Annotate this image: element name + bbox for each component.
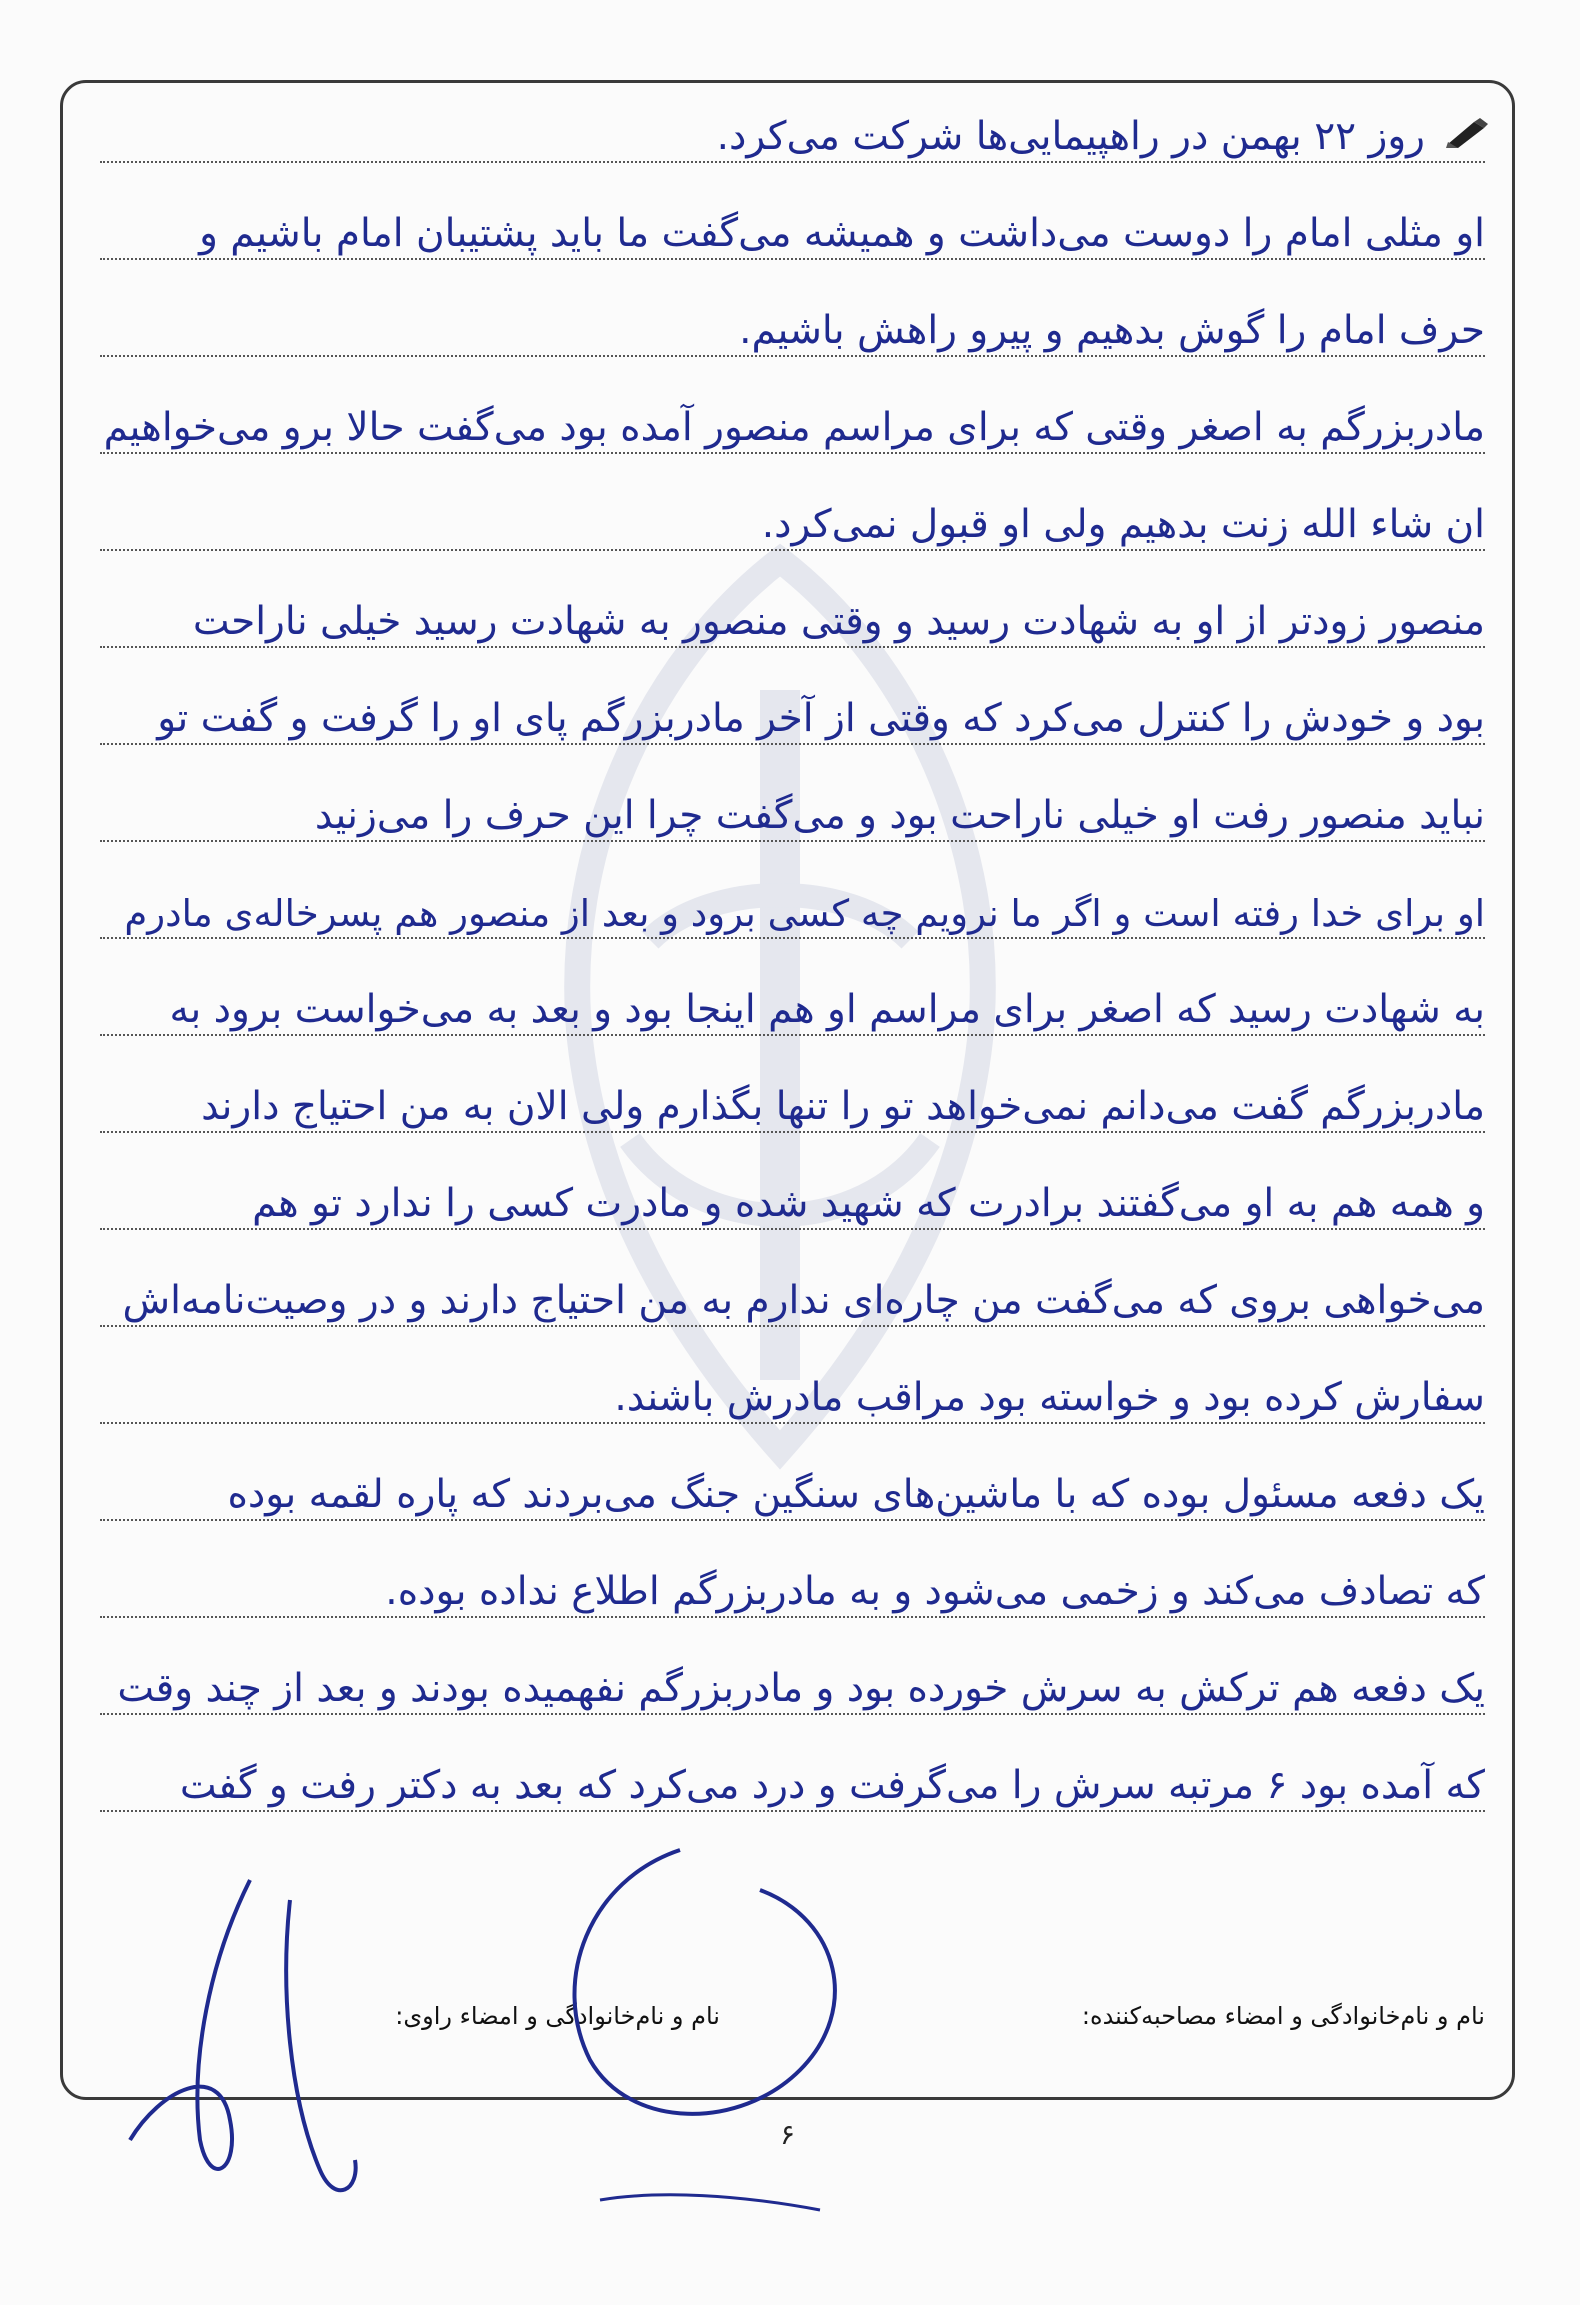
- text-line: [100, 861, 1485, 957]
- handwritten-text: مادربزرگم به اصغر وقتی که برای مراسم منصور آمده بود می‌گفت حالا برو می‌خواهیم: [103, 405, 1485, 450]
- handwritten-text: نباید منصور رفت او خیلی ناراحت بود و می‌گفت چرا این حرف را می‌زنید: [314, 793, 1485, 838]
- text-line: [100, 1734, 1485, 1830]
- handwritten-text: و همه هم به او می‌گفتند برادرت که شهید شده و مادرت کسی را ندارد تو هم: [252, 1181, 1485, 1226]
- dotted-rule: [100, 1034, 1485, 1036]
- dotted-rule: [100, 355, 1485, 357]
- dotted-rule: [100, 1228, 1485, 1230]
- handwritten-text: بود و خودش را کنترل می‌کرد که وقتی از آخر مادربزرگم پای او را گرفت و گفت تو: [157, 696, 1485, 741]
- interviewer-signature-label: نام و نام‌خانوادگی و امضاء مصاحبه‌کننده:: [1081, 2002, 1485, 2030]
- text-line: [100, 1152, 1485, 1248]
- handwritten-text: که تصادف می‌کند و زخمی می‌شود و به مادربزرگم اطلاع نداده بوده.: [385, 1569, 1485, 1614]
- handwritten-text: به شهادت رسید که اصغر برای مراسم او هم اینجا بود و بعد به می‌خواست برود به: [169, 987, 1485, 1032]
- handwritten-signature: [120, 1840, 880, 2240]
- dotted-rule: [100, 646, 1485, 648]
- text-line: [100, 1346, 1485, 1442]
- dotted-rule: [100, 1422, 1485, 1424]
- handwritten-text: مادربزرگم گفت می‌دانم نمی‌خواهد تو را تنها بگذارم ولی الان به من احتیاج دارند: [201, 1084, 1485, 1129]
- handwritten-text: یک دفعه هم ترکش به سرش خورده بود و مادربزرگم نفهمیده بودند و بعد از چند وقت: [117, 1666, 1485, 1711]
- text-line: [100, 279, 1485, 375]
- handwritten-text: روز ۲۲ بهمن در راهپیمایی‌ها شرکت می‌کرد.: [716, 114, 1425, 159]
- dotted-rule: [100, 1131, 1485, 1133]
- dotted-rule: [100, 1713, 1485, 1715]
- handwritten-text: ان شاء الله زنت بدهیم ولی او قبول نمی‌کرد.: [761, 502, 1485, 547]
- handwritten-text: حرف امام را گوش بدهیم و پیرو راهش باشیم.: [739, 308, 1485, 353]
- dotted-rule: [100, 1616, 1485, 1618]
- text-line: [100, 1540, 1485, 1636]
- text-line: [100, 958, 1485, 1054]
- dotted-rule: [100, 1325, 1485, 1327]
- text-line: [100, 85, 1485, 181]
- handwritten-text: که آمده بود ۶ مرتبه سرش را می‌گرفت و درد می‌کرد که بعد به دکتر رفت و گفت: [179, 1763, 1485, 1808]
- dotted-rule: [100, 161, 1485, 163]
- text-line: [100, 182, 1485, 278]
- dotted-rule: [100, 452, 1485, 454]
- text-line: [100, 1443, 1485, 1539]
- text-line: [100, 570, 1485, 666]
- dotted-rule: [100, 937, 1485, 939]
- page-number: ۶: [780, 2118, 796, 2151]
- dotted-rule: [100, 258, 1485, 260]
- dotted-rule: [100, 840, 1485, 842]
- text-line: [100, 1055, 1485, 1151]
- narrator-signature-label: نام و نام‌خانوادگی و امضاء راوی:: [395, 2002, 720, 2030]
- handwritten-text: منصور زودتر از او به شهادت رسید و وقتی منصور به شهادت رسید خیلی ناراحت: [192, 599, 1485, 644]
- handwritten-text: او مثلی امام را دوست می‌داشت و همیشه می‌گفت ما باید پشتیبان امام باشیم و: [199, 211, 1485, 256]
- text-line: [100, 1249, 1485, 1345]
- handwritten-text: او برای خدا رفته است و اگر ما نرویم چه کسی برود و بعد از منصور هم پسرخاله‌ی مادرم: [124, 892, 1485, 935]
- dotted-rule: [100, 549, 1485, 551]
- dotted-rule: [100, 1810, 1485, 1812]
- text-line: [100, 764, 1485, 860]
- text-line: [100, 1637, 1485, 1733]
- text-line: [100, 376, 1485, 472]
- dotted-rule: [100, 1519, 1485, 1521]
- handwritten-text: یک دفعه مسئول بوده که با ماشین‌های سنگین جنگ می‌بردند که پاره لقمه بوده: [227, 1472, 1485, 1517]
- handwritten-text: سفارش کرده بود و خواسته بود مراقب مادرش باشند.: [614, 1375, 1485, 1420]
- handwritten-text: می‌خواهی بروی که می‌گفت من چاره‌ای ندارم به من احتیاج دارند و در وصیت‌نامه‌اش: [122, 1278, 1485, 1323]
- dotted-rule: [100, 743, 1485, 745]
- text-line: [100, 473, 1485, 569]
- text-line: [100, 667, 1485, 763]
